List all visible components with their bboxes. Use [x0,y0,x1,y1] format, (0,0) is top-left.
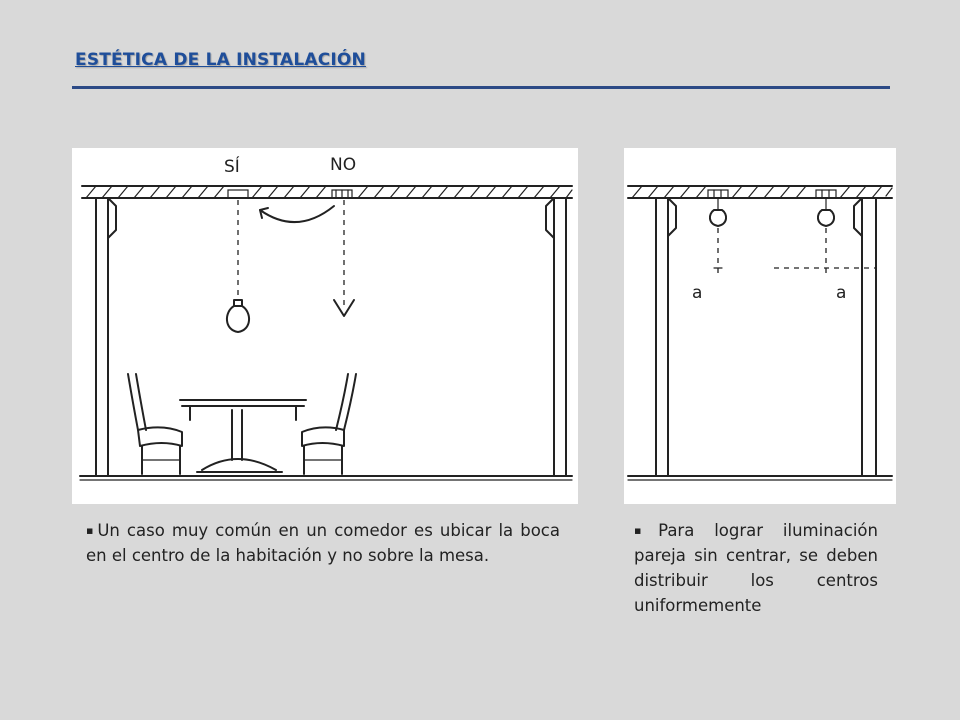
distance-label-left: a [692,283,703,303]
chair-right [302,374,356,474]
drop-arrow-no [334,200,354,316]
dining-table [180,400,306,472]
wall-right [546,198,566,476]
light-bulb-icon [227,300,249,332]
ceiling-slab [628,186,892,198]
relocation-arrow [260,206,334,222]
title-underline-rule [72,86,890,89]
ceiling-slab [82,186,572,198]
caption-right [634,518,878,618]
dining-room-lighting-sketch [72,148,578,504]
light-bulb-icon [774,198,876,278]
light-bulb-icon [710,198,726,278]
wall-right [854,198,876,476]
bullet-icon: ▪ [634,524,657,537]
bullet-icon: ▪ [86,524,96,537]
caption-left-text: Un caso muy común en un comedor es ubicar la boca en el centro de la habitación y no sobre la mesa. [86,521,560,565]
wall-left [656,198,676,476]
caption-left [86,518,560,568]
chair-left [128,374,182,474]
page-title: ESTÉTICA DE LA INSTALACIÓN [75,50,366,70]
floor-line [628,476,892,480]
caption-right-text: Para lograr iluminación pareja sin centrar, se deben distribuir los centros uniformemente [634,521,878,615]
floor-line [80,476,572,480]
uniform-lighting-sketch [624,148,896,504]
wall-left [96,198,116,476]
distance-label-right: a [836,283,847,303]
label-yes: SÍ [224,157,240,177]
label-no: NO [330,155,357,175]
